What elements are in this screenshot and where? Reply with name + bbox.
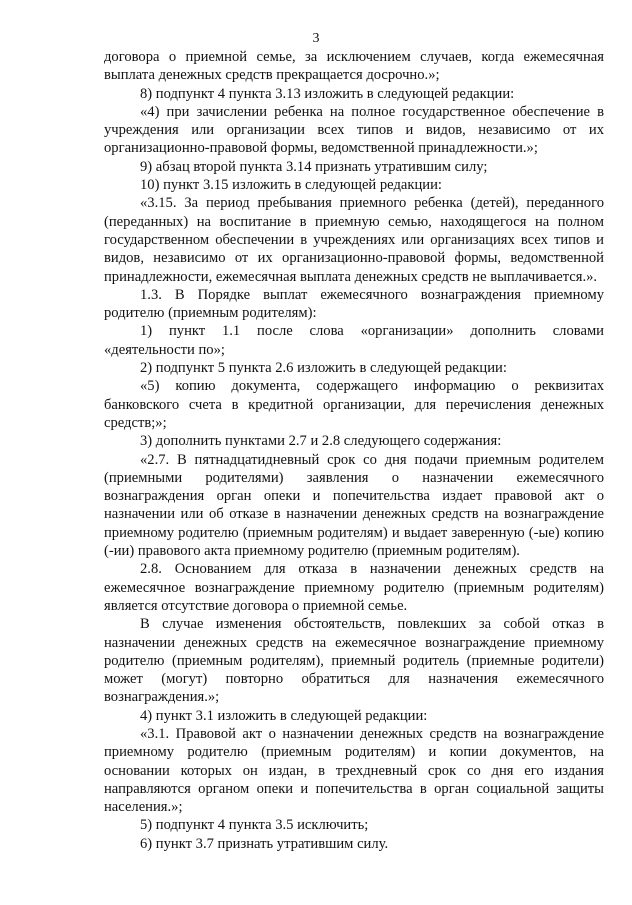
paragraph: В случае изменения обстоятельств, повлекших за собой отказ в назначении денежных средств на ежемесячное вознаграждение приемному родителю (приемным родителям), приемный родитель (приемные родители) может (могут) повторно обратиться для назначения ежемесячного вознаграждения.»; bbox=[104, 616, 604, 706]
paragraph: 4) пункт 3.1 изложить в следующей редакции: bbox=[140, 707, 428, 724]
paragraph: «3.1. Правовой акт о назначении денежных средств на вознаграждение приемному родителю (приемным родителям) и копии документов, на основании которых он издан, в трехдневный срок со дня его издания направляются органом опеки и попечительства в орган социальной защиты населения.»; bbox=[104, 725, 604, 816]
paragraph: 6) пункт 3.7 признать утратившим силу. bbox=[140, 835, 389, 852]
paragraph: «4) при зачислении ребенка на полное государственное обеспечение в учреждения или организации всех типов и видов, независимо от их организационно-правовой формы, ведомственной принадлежности.»; bbox=[104, 103, 604, 157]
paragraph: 8) подпункт 4 пункта 3.13 изложить в следующей редакции: bbox=[140, 85, 515, 102]
paragraph: «2.7. В пятнадцатидневный срок со дня подачи приемным родителем (приемными родителями) заявления о назначении ежемесячного вознаграждения орган опеки и попечительства издает правовой акт о назначении или об отказе в назначении денежных средств на вознаграждение приемному родителю (приемным родителям) и выдает заверенную (-ые) копию (-ии) правового акта приемному родителю (приемным родителям). bbox=[104, 451, 604, 560]
paragraph: 10) пункт 3.15 изложить в следующей редакции: bbox=[140, 177, 442, 194]
paragraph: 2) подпункт 5 пункта 2.6 изложить в следующей редакции: bbox=[140, 360, 507, 377]
paragraph: 9) абзац второй пункта 3.14 признать утратившим силу; bbox=[140, 158, 488, 175]
page-number: 3 bbox=[312, 31, 320, 46]
paragraph: 2.8. Основанием для отказа в назначении денежных средств на ежемесячное вознаграждение приемному родителю (приемным родителям) является отсутствие договора о приемной семье. bbox=[104, 561, 604, 614]
paragraph: «5) копию документа, содержащего информацию о реквизитах банковского счета в кредитной организации, для перечисления денежных средств;»; bbox=[104, 378, 604, 431]
paragraph: 5) подпункт 4 пункта 3.5 исключить; bbox=[140, 817, 369, 834]
paragraph: 1) пункт 1.1 после слова «организации» дополнить словами «деятельности по»; bbox=[104, 323, 604, 358]
paragraph: 1.3. В Порядке выплат ежемесячного вознаграждения приемному родителю (приемным родителям): bbox=[104, 286, 604, 322]
document-body bbox=[104, 48, 604, 853]
paragraph: договора о приемной семье, за исключением случаев, когда ежемесячная выплата денежных средств прекращается досрочно.»; bbox=[104, 49, 604, 84]
paragraph: 3) дополнить пунктами 2.7 и 2.8 следующего содержания: bbox=[140, 433, 502, 450]
paragraph: «3.15. За период пребывания приемного ребенка (детей), переданного (переданных) на воспитание в приемную семью, находящегося на полном государственном обеспечении в учреждениях или организациях всех типов и видов, независимо от их организационно-правовой формы, ведомственной принадлежности, ежемесячная выплата денежных средств не выплачивается.». bbox=[104, 195, 604, 285]
